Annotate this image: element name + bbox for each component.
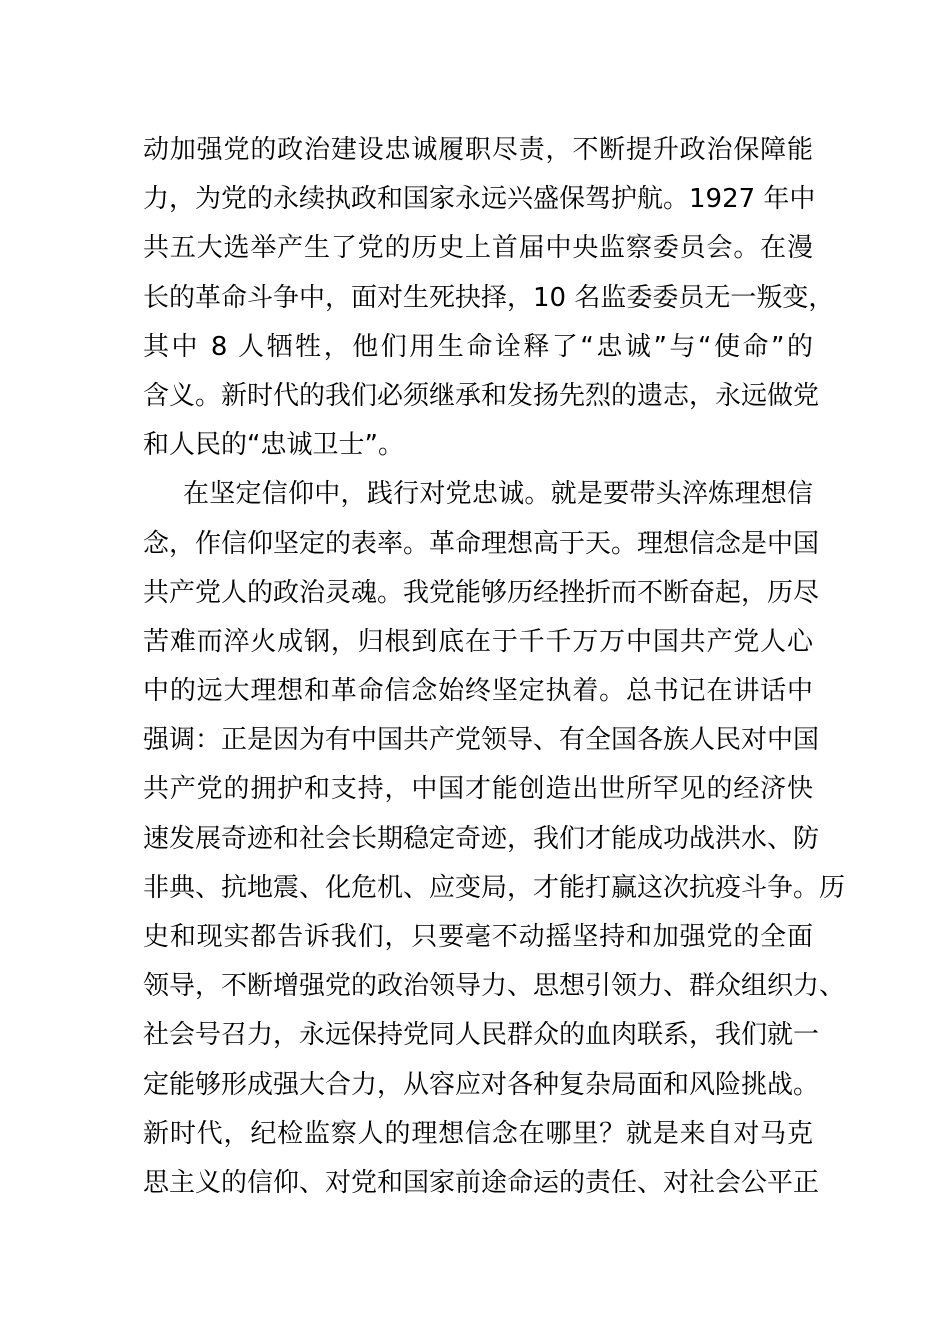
text-line: 中的远大理想和革命信念始终坚定执着。总书记在讲话中	[143, 676, 813, 707]
text-line: 和人民的“忠诚卫士”。	[143, 430, 404, 461]
text-line: 领导，不断增强党的政治领导力、思想引领力、群众组织力、	[143, 971, 846, 1002]
text-line: 长的革命斗争中，面对生死抉择，10 名监委委员无一叛变，	[143, 282, 835, 313]
text-line: 其中 8 人牺牲，他们用生命诠释了“忠诚”与“使命”的	[143, 331, 813, 362]
text-line: 念，作信仰坚定的表率。革命理想高于天。理想信念是中国	[143, 528, 820, 559]
text-line: 在坚定信仰中，践行对党忠诚。就是要带头淬炼理想信	[183, 479, 813, 510]
text-line: 力，为党的永续执政和国家永远兴盛保驾护航。1927 年中	[143, 184, 816, 215]
text-line: 共五大选举产生了党的历史上首届中央监察委员会。在漫	[143, 233, 813, 264]
text-line: 含义。新时代的我们必须继承和发扬先烈的遗志，永远做党	[143, 380, 820, 411]
text-line: 强调：正是因为有中国共产党领导、有全国各族人民对中国	[143, 725, 820, 756]
text-line: 共产党的拥护和支持，中国才能创造出世所罕见的经济快	[143, 774, 813, 805]
text-line: 速发展奇迹和社会长期稳定奇迹，我们才能成功战洪水、防	[143, 823, 820, 854]
text-line: 定能够形成强大合力，从容应对各种复杂局面和风险挑战。	[143, 1069, 820, 1100]
paragraph-2	[143, 470, 846, 1208]
text-line: 非典、抗地震、化危机、应变局，才能打赢这次抗疫斗争。历	[143, 872, 846, 903]
body-text	[143, 126, 846, 1208]
text-line: 史和现实都告诉我们，只要毫不动摇坚持和加强党的全面	[143, 922, 813, 952]
text-line: 社会号召力，永远保持党同人民群众的血肉联系，我们就一	[143, 1020, 820, 1051]
text-line: 苦难而淬火成钢，归根到底在于千千万万中国共产党人心	[143, 626, 813, 657]
text-line: 动加强党的政治建设忠诚履职尽责，不断提升政治保障能	[143, 135, 813, 165]
text-line: 新时代，纪检监察人的理想信念在哪里？就是来自对马克	[143, 1118, 813, 1149]
text-line: 思主义的信仰、对党和国家前途命运的责任、对社会公平正	[143, 1167, 820, 1198]
paragraph-1	[143, 126, 835, 470]
text-line: 共产党人的政治灵魂。我党能够历经挫折而不断奋起，历尽	[143, 577, 820, 608]
